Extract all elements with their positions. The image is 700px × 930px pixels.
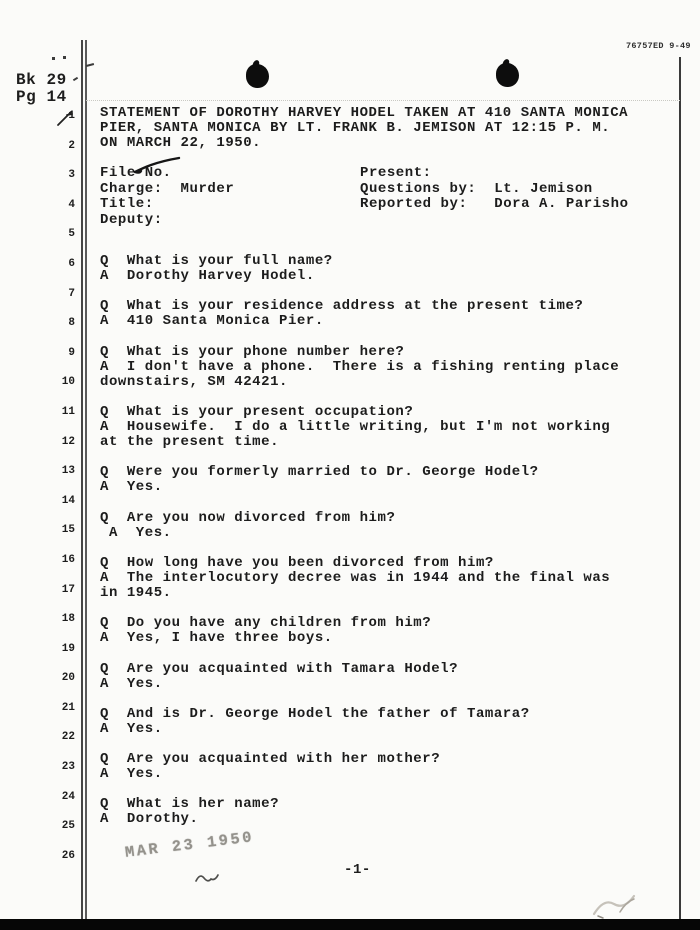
transcript-line: Q Are you acquainted with Tamara Hodel? [100, 660, 459, 677]
transcript-line: Q What is your full name? [100, 253, 333, 269]
hole-punch-icon [496, 63, 519, 87]
line-number: 2 [68, 139, 75, 152]
transcript-line: Q What is your present occupation? [100, 403, 414, 420]
case-field: Present: [360, 165, 432, 181]
transcript-line: A 410 Santa Monica Pier. [100, 313, 324, 330]
line-number: 4 [68, 198, 75, 211]
stamp-squiggle-icon [193, 870, 221, 888]
transcript-line: Q And is Dr. George Hodel the father of Tamara? [100, 705, 530, 722]
transcript-line: Q What is your residence address at the present time? [100, 298, 584, 315]
case-field: Reported by: Dora A. Parisho [360, 196, 629, 213]
line-number: 5 [68, 228, 75, 241]
line-number: 18 [61, 613, 75, 626]
transcript-line: in 1945. [100, 585, 172, 602]
line-number: 24 [61, 790, 75, 803]
case-field: Title: [100, 196, 154, 213]
line-number: 10 [61, 376, 75, 389]
line-number: 25 [61, 820, 75, 833]
transcript-line: at the present time. [100, 434, 280, 451]
qa-paragraph [100, 465, 652, 495]
line-number-column [50, 111, 75, 862]
transcript-line: Q Were you formerly married to Dr. George Hodel? [100, 464, 539, 481]
line-number: 17 [61, 583, 75, 596]
line-number: 8 [68, 317, 75, 330]
transcript-line: A Yes. [100, 479, 163, 496]
transcript-line: Q What is your phone number here? [100, 343, 405, 360]
line-number: 22 [61, 731, 75, 744]
transcript-line: Q How long have you been divorced from him? [100, 554, 494, 571]
qa-paragraph [100, 797, 652, 827]
line-number: 12 [61, 435, 75, 448]
transcript-line: A Dorothy. [100, 811, 199, 828]
transcript-line: A Yes. [100, 524, 172, 541]
ink-speck [52, 57, 55, 60]
transcript-line: A Dorothy Harvey Hodel. [100, 268, 315, 285]
case-field: Questions by: Lt. Jemison [360, 180, 593, 197]
left-margin-rule-inner [85, 40, 87, 919]
right-margin-rule [679, 57, 681, 919]
line-number: 21 [61, 701, 75, 714]
transcript-line: A Housewife. I do a little writing, but I'm not working [100, 419, 611, 436]
qa-paragraph [100, 299, 652, 329]
transcript-line: A Yes. [100, 766, 163, 783]
case-info-right [360, 166, 629, 213]
ink-speck [63, 56, 66, 59]
statement-header [100, 106, 628, 150]
transcript-line: A Yes. [100, 675, 163, 692]
line-number: 3 [68, 169, 75, 182]
book-page-annotation [16, 72, 67, 105]
transcript-line: Q What is her name? [100, 796, 280, 813]
transcript [100, 254, 652, 843]
transcript-line: Q Are you now divorced from him? [100, 509, 396, 526]
line-number: 6 [68, 257, 75, 270]
form-number: 76757ED 9-49 [626, 41, 691, 51]
qa-paragraph [100, 254, 652, 284]
transcript-line: downstairs, SM 42421. [100, 373, 288, 390]
date-stamp: MAR 23 1950 [124, 828, 256, 862]
line-number: 26 [61, 849, 75, 862]
line-number: 13 [61, 465, 75, 478]
qa-paragraph [100, 345, 652, 390]
line-number: 1 [68, 110, 75, 122]
line-number: 9 [68, 346, 75, 359]
line-number: 15 [61, 524, 75, 537]
ink-speck [86, 63, 94, 67]
header-line: STATEMENT OF DOROTHY HARVEY HODEL TAKEN AT 410 SANTA MONICA [100, 105, 629, 121]
pencil-scribble-icon [588, 886, 652, 920]
ink-speck [73, 77, 78, 81]
line-number: 19 [61, 642, 75, 655]
left-margin-rule-outer [81, 40, 83, 919]
transcript-line: A The interlocutory decree was in 1944 and the final was [100, 569, 611, 586]
case-field: File No. [100, 165, 172, 181]
transcript-line: Q Do you have any children from him? [100, 615, 432, 632]
book-label: Bk 29 [16, 71, 67, 89]
line-number: 23 [61, 761, 75, 774]
qa-paragraph [100, 707, 652, 737]
line-number: 11 [61, 405, 75, 418]
page-label: Pg 14 [16, 87, 67, 106]
file-no-checkmark-icon [131, 155, 183, 177]
page-number: -1- [344, 862, 371, 878]
qa-paragraph [100, 405, 652, 450]
line-number: 7 [68, 287, 75, 300]
case-field: Charge: Murder [100, 180, 235, 197]
transcript-line: A I don't have a phone. There is a fishing renting place [100, 358, 620, 375]
dotted-guide-line [86, 100, 680, 101]
line-number: 16 [61, 553, 75, 566]
line-number: 20 [61, 672, 75, 685]
qa-paragraph [100, 616, 652, 646]
qa-paragraph [100, 662, 652, 692]
transcript-line: A Yes. [100, 720, 163, 737]
transcript-line: Q Are you acquainted with her mother? [100, 751, 441, 768]
bottom-scan-bar [0, 919, 700, 930]
qa-paragraph [100, 752, 652, 782]
case-field: Deputy: [100, 211, 163, 228]
header-line: PIER, SANTA MONICA BY LT. FRANK B. JEMISON AT 12:15 P. M. [100, 119, 611, 136]
line-number: 14 [61, 494, 75, 507]
hole-punch-icon [246, 64, 269, 88]
qa-paragraph [100, 556, 652, 601]
header-line: ON MARCH 22, 1950. [100, 134, 262, 151]
transcript-line: A Yes, I have three boys. [100, 630, 333, 647]
qa-paragraph [100, 511, 652, 541]
